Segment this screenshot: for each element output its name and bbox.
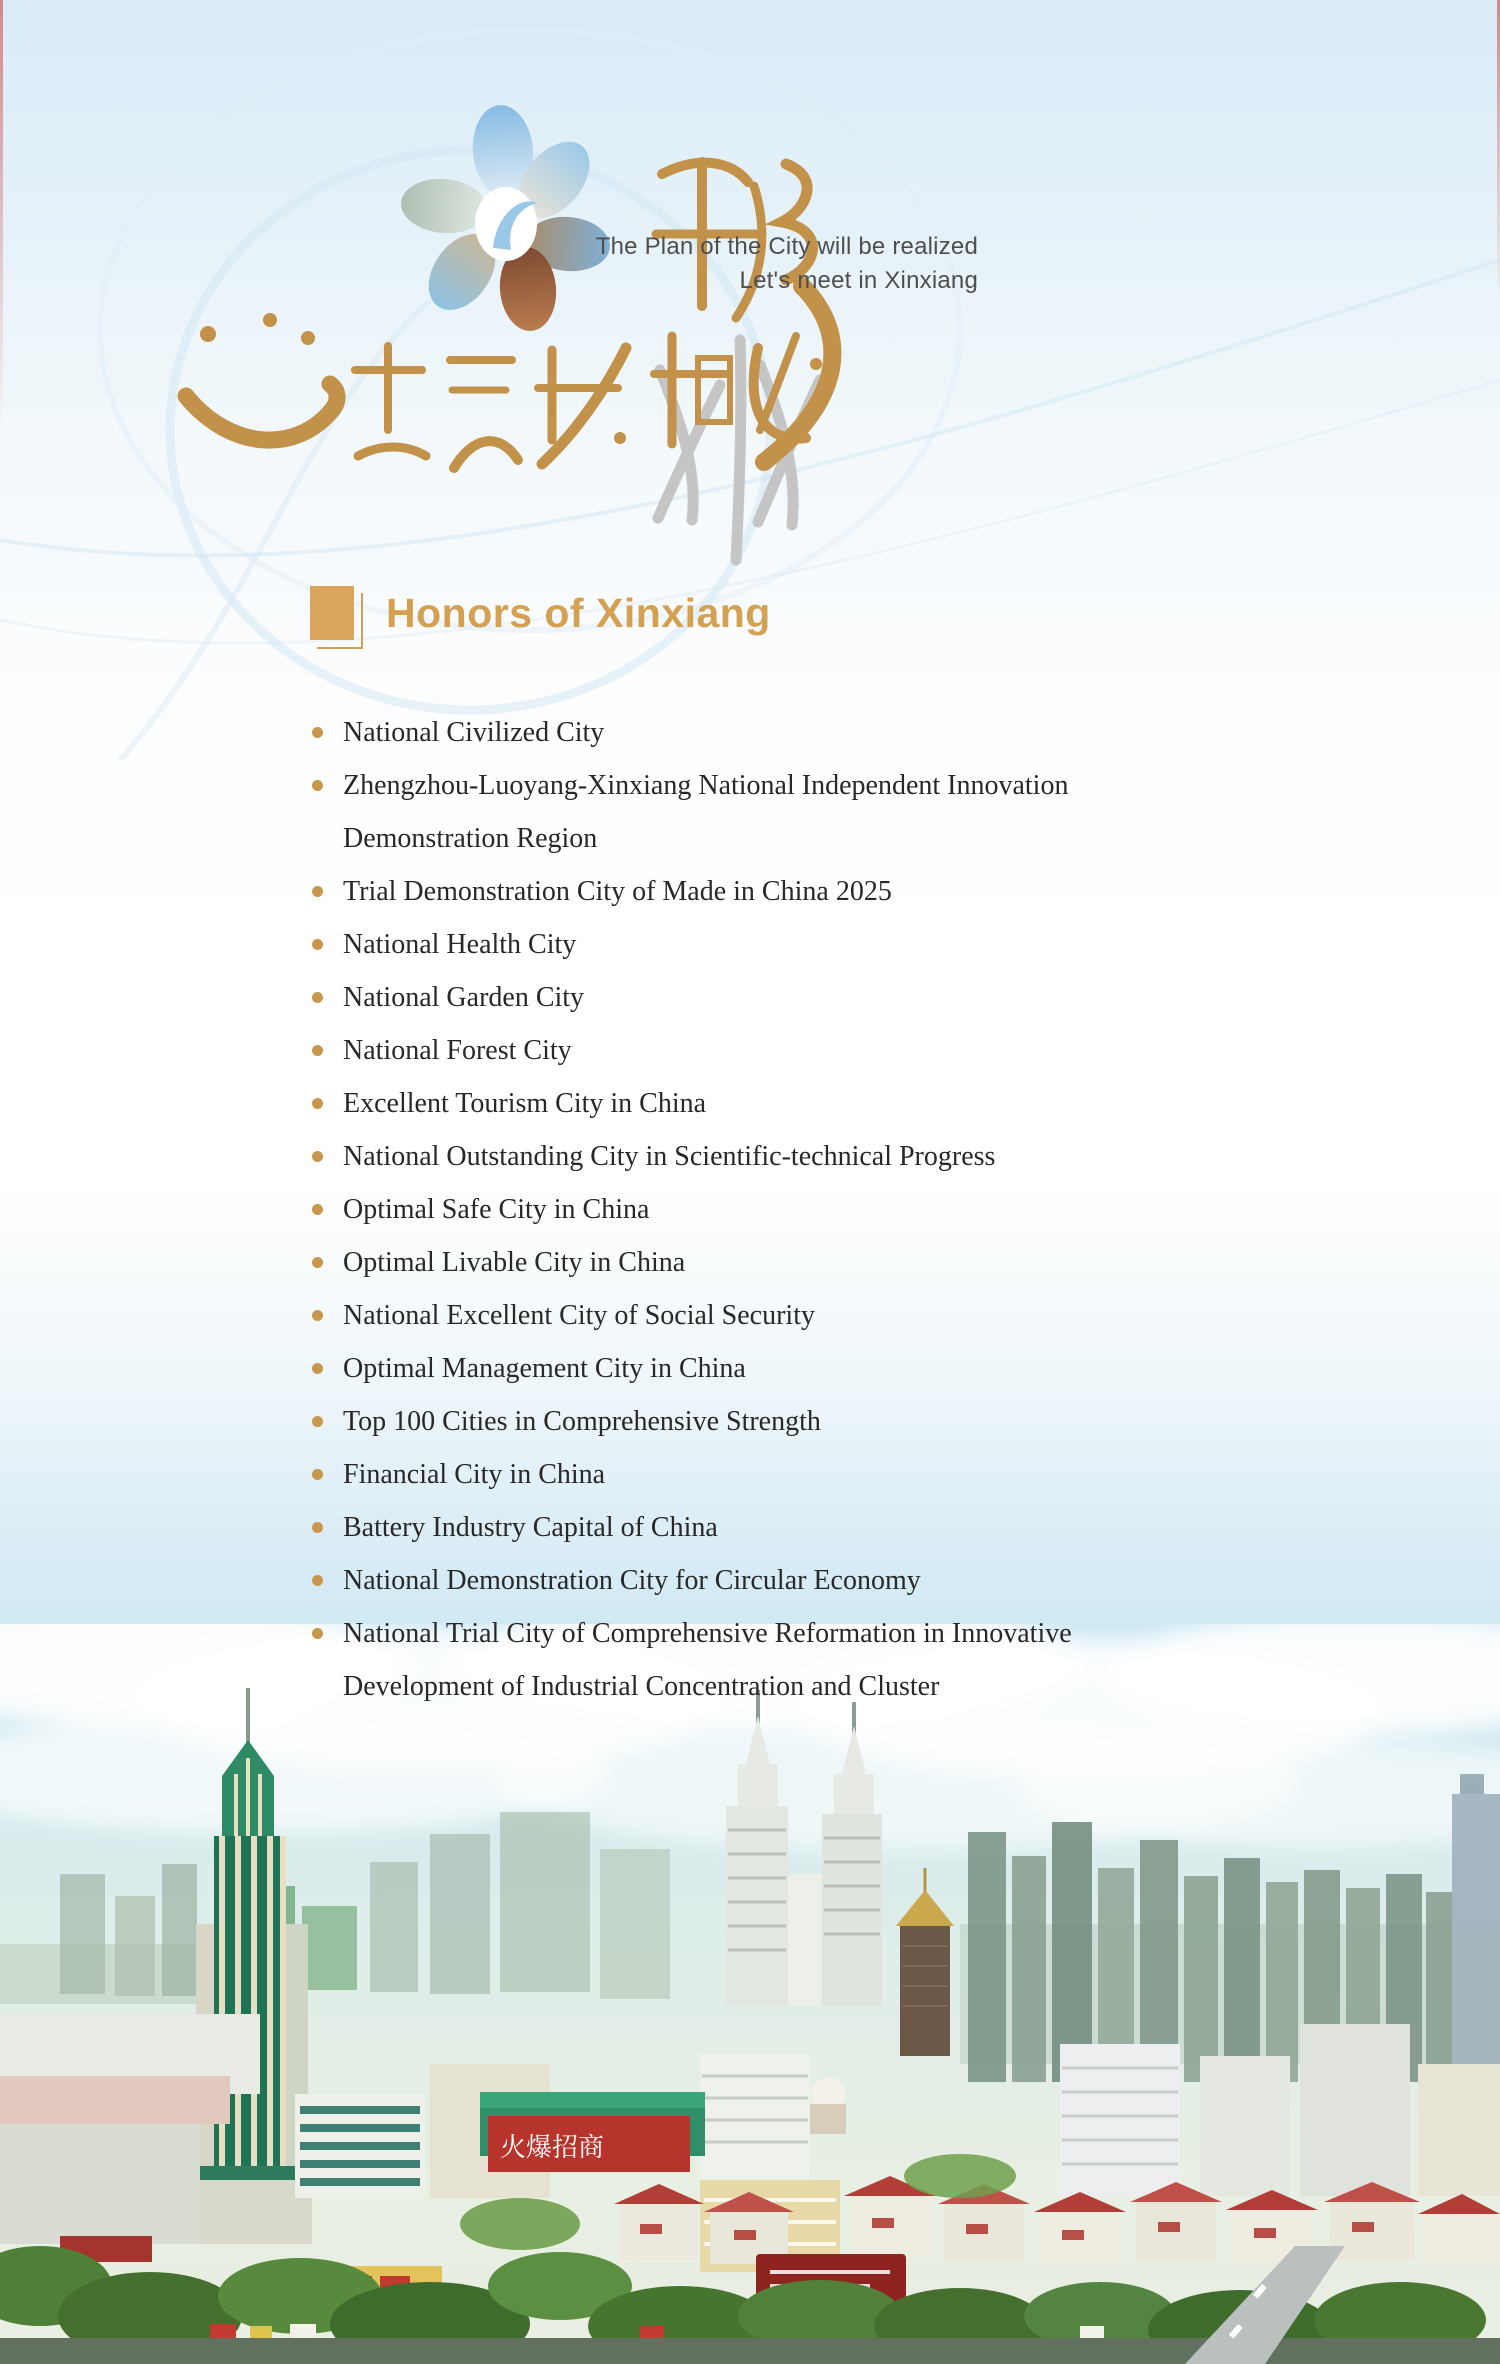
honors-list-item xyxy=(310,1395,1210,1448)
city-skyline-photo xyxy=(0,1624,1500,2364)
honors-list-item xyxy=(310,1554,1210,1607)
honors-list-item xyxy=(310,1077,1210,1130)
honor-text: Excellent Tourism City in China xyxy=(343,1088,707,1119)
honors-list-item xyxy=(310,706,1210,759)
tagline xyxy=(560,230,978,298)
honor-text: National Excellent City of Social Security xyxy=(343,1300,815,1331)
billboard-text: 火爆招商 xyxy=(500,2133,605,2163)
honor-text: Optimal Safe City in China xyxy=(343,1194,650,1225)
honor-text: National Trial City of Comprehensive Reformation in Innovative Development of Industrial Concentration and Cluster xyxy=(343,1618,1072,1702)
honors-list-item xyxy=(310,971,1210,1024)
honor-text: National Demonstration City for Circular Economy xyxy=(343,1565,921,1596)
honor-text: National Health City xyxy=(343,929,577,960)
honors-list-item xyxy=(310,1183,1210,1236)
honor-text: Top 100 Cities in Comprehensive Strength xyxy=(343,1406,821,1437)
honors-list-item xyxy=(310,1501,1210,1554)
honors-list-item xyxy=(310,918,1210,971)
calligraphy-artwork xyxy=(150,138,870,498)
honors-list-item xyxy=(310,1342,1210,1395)
honors-list xyxy=(310,706,1210,1713)
honors-list-item xyxy=(310,1130,1210,1183)
honors-list-item xyxy=(310,1448,1210,1501)
tagline-line1: The Plan of the City will be realized xyxy=(595,233,978,260)
honor-text: Zhengzhou-Luoyang-Xinxiang National Independent Innovation Demonstration Region xyxy=(343,770,1069,854)
honors-list-item xyxy=(310,1289,1210,1342)
tagline-line2: Let's meet in Xinxiang xyxy=(739,267,978,294)
honors-heading xyxy=(310,586,771,640)
honors-list-item xyxy=(310,1024,1210,1077)
honor-text: Battery Industry Capital of China xyxy=(343,1512,718,1543)
honor-text: Financial City in China xyxy=(343,1459,606,1490)
honor-text: National Civilized City xyxy=(343,717,605,748)
honor-text: Optimal Livable City in China xyxy=(343,1247,686,1278)
honors-list-item xyxy=(310,1607,1210,1713)
honor-text: Trial Demonstration City of Made in China 2025 xyxy=(343,876,892,907)
page-title: Honors of Xinxiang xyxy=(386,589,771,636)
honor-text: National Outstanding City in Scientific-technical Progress xyxy=(343,1141,996,1172)
gold-square-icon xyxy=(310,586,354,640)
honor-text: National Garden City xyxy=(343,982,585,1013)
honors-list-item xyxy=(310,759,1210,865)
billboard-building xyxy=(480,2092,705,2172)
honors-list-item xyxy=(310,1236,1210,1289)
honor-text: National Forest City xyxy=(343,1035,572,1066)
honor-text: Optimal Management City in China xyxy=(343,1353,746,1384)
honors-list-item xyxy=(310,865,1210,918)
